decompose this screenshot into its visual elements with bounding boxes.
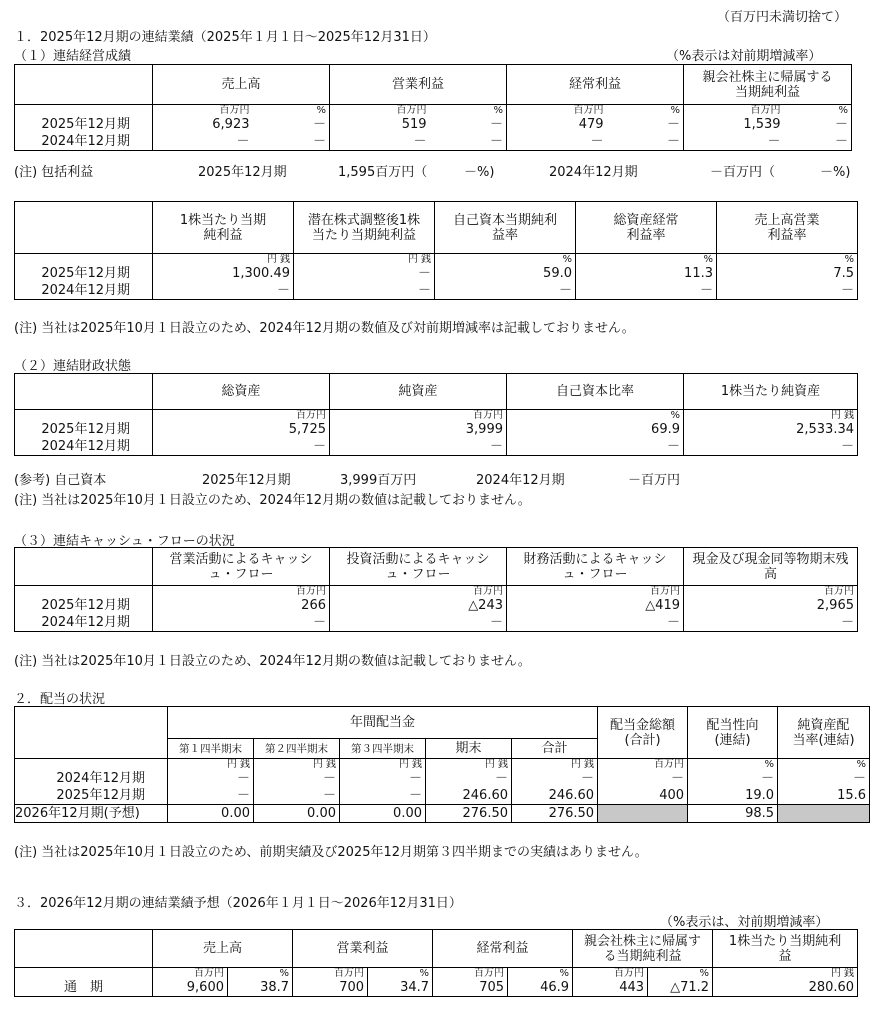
value-cell: 46.9: [508, 979, 573, 997]
unit-note: （百万円未満切捨て）: [717, 10, 848, 25]
header-net-assets: 純資産: [330, 374, 507, 410]
unit-cell: %: [228, 968, 293, 980]
subsection-title-operating-results: （１）連結経営成績: [14, 49, 132, 64]
header-roa: 総資産経常利益率: [576, 202, 717, 254]
row-label: 2024年12月期: [15, 282, 153, 300]
value-cell: －: [607, 116, 684, 133]
row-label: 2026年12月期(予想): [15, 805, 168, 823]
value-cell: －: [430, 133, 507, 151]
value-cell: 2,965: [684, 597, 858, 614]
value-cell: －: [426, 770, 512, 787]
header-corner: [15, 65, 153, 105]
value-cell: －: [236, 134, 250, 149]
row-label: 2024年12月期: [15, 438, 153, 456]
value-cell: 0.00: [340, 805, 426, 823]
value-cell: －: [512, 770, 598, 787]
unit-cell: 百万円: [573, 968, 648, 980]
header-investing-cf: 投資活動によるキャッシュ・フロー: [330, 548, 507, 586]
value-cell: 34.7: [368, 979, 433, 997]
ref-equity-value-2024: －百万円: [628, 473, 681, 488]
value-cell: －: [413, 134, 427, 149]
header-financing-cf: 財務活動によるキャッシュ・フロー: [507, 548, 684, 586]
value-cell: －: [168, 770, 254, 787]
value-cell: 5,725: [153, 421, 330, 438]
subsection-title-cash-flows: （３）連結キャッシュ・フローの状況: [14, 534, 235, 549]
unit-cell: 百万円: [396, 105, 427, 116]
value-cell: 0.00: [168, 805, 254, 823]
value-cell: －: [254, 787, 340, 805]
table-row: [15, 282, 858, 300]
table-row: [15, 787, 870, 805]
cash-flows-table: [14, 547, 858, 632]
value-cell: 6,923: [212, 117, 250, 132]
unit-cell: 円 銭: [254, 759, 340, 771]
ref-equity-period-2025: 2025年12月期: [202, 473, 291, 488]
value-cell: 276.50: [512, 805, 598, 823]
header-ordinary-profit: 経常利益: [433, 930, 573, 968]
value-cell: 700: [293, 979, 368, 997]
unit-cell: 円 銭: [512, 759, 598, 771]
value-cell: 98.5: [688, 805, 778, 823]
note-results: (注) 当社は2025年10月１日設立のため、2024年12月期の数値及び対前期増減率は記載しておりません。: [14, 321, 635, 336]
unit-cell: 百万円: [153, 968, 228, 980]
value-cell: 479: [578, 117, 604, 132]
unit-cell: %: [435, 254, 576, 266]
header-operating-cf: 営業活動によるキャッシュ・フロー: [153, 548, 330, 586]
row-label: 2024年12月期: [15, 614, 153, 632]
unit-cell: 円 銭: [713, 968, 858, 980]
header-eps: 1株当たり当期純利益: [713, 930, 858, 968]
value-cell: －: [254, 770, 340, 787]
row-label: 2025年12月期: [15, 597, 153, 614]
value-cell: －: [168, 787, 254, 805]
value-cell: －: [153, 614, 330, 632]
shaded-cell: [598, 805, 688, 823]
header-operating-profit: 営業利益: [330, 65, 507, 105]
note-cash-flows: (注) 当社は2025年10月１日設立のため、2024年12月期の数値は記載しておりません。: [14, 654, 531, 669]
header-net-income: 親会社株主に帰属する当期純利益: [573, 930, 713, 968]
value-cell: －: [330, 614, 507, 632]
header-total-assets: 総資産: [153, 374, 330, 410]
unit-cell: %: [576, 254, 717, 266]
value-cell: －: [430, 116, 507, 133]
unit-cell: 百万円: [219, 105, 250, 116]
unit-cell: 百万円: [573, 105, 604, 116]
header-year-end: 期末: [426, 739, 512, 759]
ref-equity-label: (参考) 自己資本: [14, 473, 107, 488]
value-cell: 276.50: [426, 805, 512, 823]
unit-cell: %: [778, 759, 870, 771]
value-cell: 59.0: [435, 265, 576, 282]
value-cell: －: [507, 438, 684, 456]
row-label: 2025年12月期: [15, 116, 153, 133]
comprehensive-income-label: (注) 包括利益: [14, 165, 94, 180]
header-eps: 1株当たり当期純利益: [153, 202, 294, 254]
header-sales: 売上高: [153, 65, 330, 105]
value-cell: △243: [330, 597, 507, 614]
unit-cell: %: [607, 105, 684, 117]
table-row: [15, 421, 858, 438]
table-row: [15, 614, 858, 632]
unit-cell: %: [648, 968, 713, 980]
value-cell: －: [598, 770, 688, 787]
header-diluted-eps: 潜在株式調整後1株当たり当期純利益: [294, 202, 435, 254]
value-cell: △419: [507, 597, 684, 614]
unit-cell: 百万円: [507, 586, 684, 598]
unit-cell: %: [508, 968, 573, 980]
unit-cell: %: [253, 105, 330, 117]
header-payout-ratio: 配当性向(連結): [688, 707, 778, 759]
row-label: 2025年12月期: [15, 421, 153, 438]
row-label: 2024年12月期: [15, 770, 168, 787]
note-financial-position: (注) 当社は2025年10月１日設立のため、2024年12月期の数値は記載しておりません。: [14, 493, 531, 508]
comprehensive-income-value-2025: 1,595百万円（: [338, 165, 428, 180]
value-cell: －: [576, 282, 717, 300]
value-cell: 400: [598, 787, 688, 805]
header-equity-ratio: 自己資本比率: [507, 374, 684, 410]
value-cell: 246.60: [512, 787, 598, 805]
unit-cell: 百万円: [153, 410, 330, 422]
unit-cell: 円 銭: [426, 759, 512, 771]
value-cell: 15.6: [778, 787, 870, 805]
per-share-ratios-table: [14, 201, 858, 300]
table-row: [15, 133, 852, 151]
value-cell: 19.0: [688, 787, 778, 805]
unit-cell: 円 銭: [340, 759, 426, 771]
header-roe: 自己資本当期純利益率: [435, 202, 576, 254]
unit-cell: 百万円: [293, 968, 368, 980]
ref-equity-period-2024: 2024年12月期: [476, 473, 565, 488]
row-label: 2024年12月期: [15, 133, 153, 151]
unit-cell: 円 銭: [168, 759, 254, 771]
header-net-income: 親会社株主に帰属する当期純利益: [684, 65, 852, 105]
value-cell: 705: [433, 979, 508, 997]
value-cell: △71.2: [648, 979, 713, 997]
header-sales: 売上高: [153, 930, 293, 968]
table-row: [15, 265, 858, 282]
header-bps: 1株当たり純資産: [684, 374, 858, 410]
header-q3-end: 第３四半期末: [340, 739, 426, 759]
unit-cell: %: [717, 254, 858, 266]
header-annual-dividend: 年間配当金: [168, 707, 598, 739]
value-cell: －: [684, 614, 858, 632]
header-total: 合計: [512, 739, 598, 759]
value-cell: －: [590, 134, 604, 149]
header-operating-profit: 営業利益: [293, 930, 433, 968]
note-dividends: (注) 当社は2025年10月１日設立のため、前期実績及び2025年12月期第３四半期までの実績はありません。: [14, 845, 648, 860]
value-cell: －: [784, 116, 852, 133]
unit-cell: %: [430, 105, 507, 117]
value-cell: 246.60: [426, 787, 512, 805]
unit-cell: 百万円: [330, 586, 507, 598]
table-row: [15, 979, 858, 997]
header-ordinary-profit: 経常利益: [507, 65, 684, 105]
comprehensive-income-pct-2024: －%): [820, 165, 851, 180]
value-cell: －: [340, 787, 426, 805]
unit-cell: 百万円: [684, 586, 858, 598]
financial-position-table: [14, 373, 858, 456]
forecast-table: [14, 929, 858, 997]
table-row: [15, 116, 852, 133]
value-cell: 69.9: [507, 421, 684, 438]
dividends-table: [14, 706, 870, 823]
unit-cell: 百万円: [330, 410, 507, 422]
section-title-dividends: ２．配当の状況: [14, 692, 106, 707]
unit-cell: %: [784, 105, 852, 117]
value-cell: 280.60: [713, 979, 858, 997]
comprehensive-income-value-2024: －百万円（: [710, 165, 776, 180]
operating-results-table: [14, 64, 852, 151]
unit-cell: 百万円: [750, 105, 781, 116]
unit-cell: %: [368, 968, 433, 980]
table-row: [15, 438, 858, 456]
table-row: [15, 597, 858, 614]
percent-note: （%表示は対前期増減率）: [666, 49, 822, 64]
value-cell: －: [784, 133, 852, 151]
section-title-forecast: ３．2026年12月期の連結業績予想（2026年１月１日～2026年12月31日）: [14, 896, 462, 911]
value-cell: －: [717, 282, 858, 300]
value-cell: 443: [573, 979, 648, 997]
comprehensive-income-period-2024: 2024年12月期: [549, 165, 638, 180]
value-cell: －: [253, 133, 330, 151]
unit-cell: 円 銭: [684, 410, 858, 422]
value-cell: －: [253, 116, 330, 133]
unit-cell: 百万円: [153, 586, 330, 598]
row-label: 2025年12月期: [15, 787, 168, 805]
value-cell: －: [330, 438, 507, 456]
value-cell: 1,539: [743, 117, 781, 132]
shaded-cell: [778, 805, 870, 823]
value-cell: －: [688, 770, 778, 787]
value-cell: 2,533.34: [684, 421, 858, 438]
value-cell: 0.00: [254, 805, 340, 823]
section-title-1: １．2025年12月期の連結業績（2025年１月１日～2025年12月31日）: [14, 30, 436, 45]
header-dividend-to-net-assets: 純資産配当率(連結): [778, 707, 870, 759]
header-total-dividend: 配当金総額(合計): [598, 707, 688, 759]
unit-cell: 百万円: [598, 759, 688, 771]
header-cash-balance: 現金及び現金同等物期末残高: [684, 548, 858, 586]
value-cell: －: [507, 614, 684, 632]
value-cell: －: [340, 770, 426, 787]
value-cell: －: [607, 133, 684, 151]
comprehensive-income-pct-2025: －%): [464, 165, 495, 180]
value-cell: －: [684, 438, 858, 456]
table-row: [15, 770, 870, 787]
value-cell: －: [767, 134, 781, 149]
value-cell: 7.5: [717, 265, 858, 282]
unit-cell: 円 銭: [294, 254, 435, 266]
value-cell: －: [778, 770, 870, 787]
header-operating-margin: 売上高営業利益率: [717, 202, 858, 254]
subsection-title-financial-position: （２）連結財政状態: [14, 359, 132, 374]
value-cell: －: [153, 438, 330, 456]
value-cell: －: [153, 282, 294, 300]
value-cell: 38.7: [228, 979, 293, 997]
header-q1-end: 第１四半期末: [168, 739, 254, 759]
ref-equity-value-2025: 3,999百万円: [340, 473, 417, 488]
forecast-percent-note: （%表示は、対前期増減率）: [660, 915, 829, 930]
value-cell: 9,600: [153, 979, 228, 997]
value-cell: 3,999: [330, 421, 507, 438]
row-label: 通 期: [15, 979, 153, 997]
value-cell: －: [294, 265, 435, 282]
comprehensive-income-period-2025: 2025年12月期: [198, 165, 287, 180]
unit-cell: 円 銭: [153, 254, 294, 266]
value-cell: 11.3: [576, 265, 717, 282]
value-cell: －: [435, 282, 576, 300]
value-cell: 266: [153, 597, 330, 614]
row-label: 2025年12月期: [15, 265, 153, 282]
table-row: [15, 805, 870, 823]
unit-cell: 百万円: [433, 968, 508, 980]
value-cell: －: [294, 282, 435, 300]
value-cell: 1,300.49: [153, 265, 294, 282]
header-q2-end: 第２四半期末: [254, 739, 340, 759]
unit-cell: %: [507, 410, 684, 422]
unit-cell: %: [688, 759, 778, 771]
value-cell: 519: [401, 117, 427, 132]
